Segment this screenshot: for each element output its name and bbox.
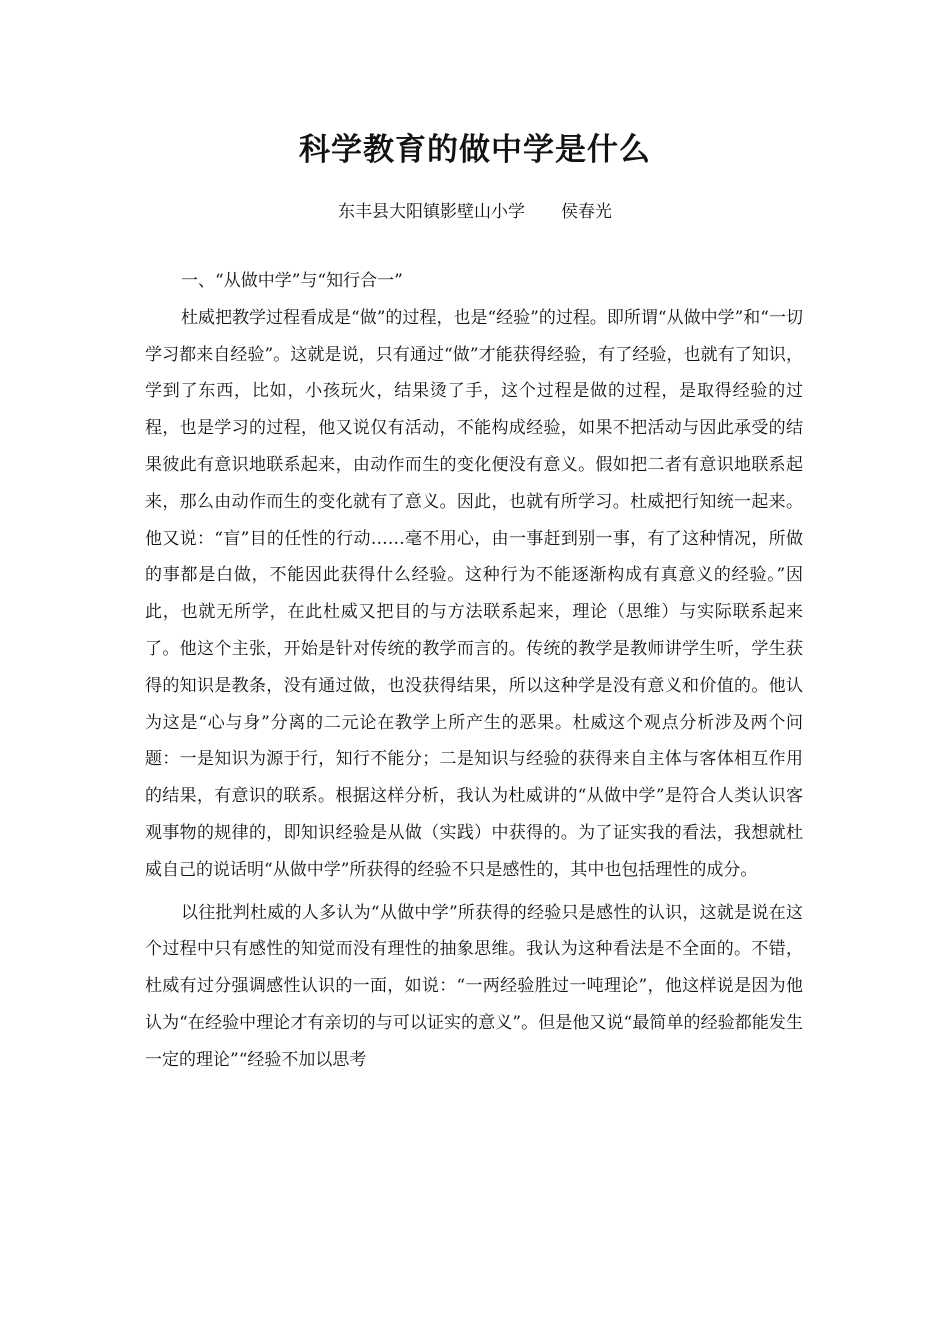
document-body — [145, 263, 803, 1079]
byline — [0, 198, 950, 226]
byline-author: 侯春光 — [561, 202, 612, 222]
section-heading: 一、“从做中学”与“知行合一” — [181, 271, 403, 291]
document-title: 科学教育的做中学是什么 — [299, 132, 651, 168]
body-paragraph: 以往批判杜威的人多认为“从做中学”所获得的经验只是感性的认识，这就是说在这个过程中只有感性的知觉而没有理性的抽象思维。我认为这种看法是不全面的。不错，杜威有过分强调感性认识的一面，如说：“一两经验胜过一吨理论”，他这样说是因为他认为“在经验中理论才有亲切的与可以证实的意义”。但是他又说“最简单的经验都能发生一定的理论”“经验不加以思考 — [145, 902, 803, 1070]
byline-school: 东丰县大阳镇影壁山小学 — [338, 202, 525, 222]
body-paragraph: 杜威把教学过程看成是“做”的过程，也是“经验”的过程。即所谓“从做中学”和“一切学习都来自经验”。这就是说，只有通过“做”才能获得经验，有了经验，也就有了知识，学到了东西，比如，小孩玩火，结果烫了手，这个过程是做的过程，是取得经验的过程，也是学习的过程，他又说仅有活动，不能构成经验，如果不把活动与因此承受的结果彼此有意识地联系起来，由动作而生的变化便没有意义。假如把二者有意识地联系起来，那么由动作而生的变化就有了意义。因此，也就有所学习。杜威把行知统一起来。他又说：“盲”目的任性的行动……毫不用心，由一事赶到别一事，有了这种情况，所做的事都是白做，不能因此获得什么经验。这种行为不能逐渐构成有真意义的经验。”因此，也就无所学，在此杜威又把目的与方法联系起来，理论（思维）与实际联系起来了。他这个主张，开始是针对传统的教学而言的。传统的教学是教师讲学生听，学生获得的知识是教条，没有通过做，也没获得结果，所以这种学是没有意义和价值的。他认为这是“心与身”分离的二元论在教学上所产生的恶果。杜威这个观点分析涉及两个问题：一是知识为源于行，知行不能分；二是知识与经验的获得来自主体与客体相互作用的结果，有意识的联系。根据这样分析，我认为杜威讲的“从做中学”是符合人类认识客观事物的规律的，即知识经验是从做（实践）中获得的。为了证实我的看法，我想就杜威自己的说话明“从做中学”所获得的经验不只是感性的，其中也包括理性的成分。 — [145, 307, 803, 880]
